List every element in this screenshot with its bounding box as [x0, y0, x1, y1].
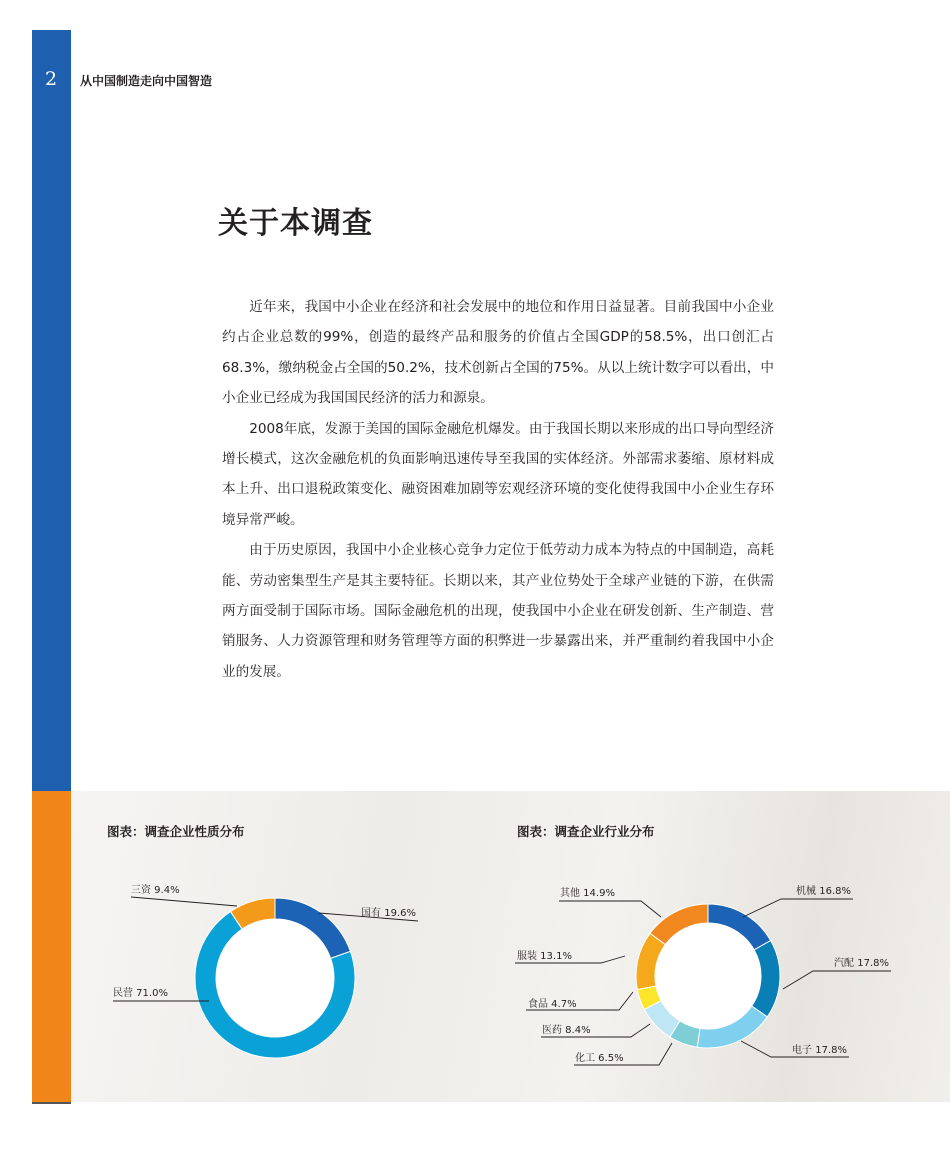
slice-label-电子: 电子 17.8%	[792, 1045, 847, 1056]
leader-line-机械	[743, 899, 853, 917]
slice-label-汽配: 汽配 17.8%	[834, 958, 889, 969]
slice-label-其他: 其他 14.9%	[560, 888, 615, 899]
donut-hole	[656, 924, 761, 1029]
slice-label-服装: 服装 13.1%	[517, 951, 572, 962]
slice-label-食品: 食品 4.7%	[528, 999, 577, 1010]
paragraph-1: 近年来，我国中小企业在经济和社会发展中的地位和作用日益显著。目前我国中小企业约占企业总数的99%，创造的最终产品和服务的价值占全国GDP的58.5%，出口创汇占68.3%，缴纳税金占全国的50.2%，技术创新占全国的75%。从以上统计数字可以看出，中小企业已经成为我国国民经济的活力和源泉。	[222, 299, 774, 407]
leader-line-汽配	[783, 971, 891, 989]
leader-line-三资	[131, 897, 237, 906]
running-head: 从中国制造走向中国智造	[80, 74, 213, 88]
sidebar-bottom-rule	[32, 1102, 71, 1104]
chart-title-ownership: 图表：调查企业性质分布	[107, 824, 245, 839]
paragraph-2: 2008年底，发源于美国的国际金融危机爆发。由于我国长期以来形成的出口导向型经济增长模式，这次金融危机的负面影响迅速传导至我国的实体经济。外部需求萎缩、原材料成本上升、出口退税政策变化、融资困难加剧等宏观经济环境的变化使得我国中小企业生存环境异常严峻。	[222, 420, 774, 528]
blue-sidebar-bar	[32, 30, 71, 791]
slice-label-民营: 民营 71.0%	[113, 988, 168, 999]
slice-label-机械: 机械 16.8%	[796, 886, 851, 897]
paragraph-3: 由于历史原因，我国中小企业核心竞争力定位于低劳动力成本为特点的中国制造，高耗能、劳动密集型生产是其主要特征。长期以来，其产业位势处于全球产业链的下游，在供需两方面受制于国际市场。国际金融危机的出现，使我国中小企业在研发创新、生产制造、营销服务、人力资源管理和财务管理等方面的积弊进一步暴露出来，并严重制约着我国中小企业的发展。	[222, 542, 774, 680]
page-title: 关于本调查	[218, 206, 373, 241]
chart-title-industry: 图表：调查企业行业分布	[517, 824, 655, 839]
donut-chart-industry	[515, 884, 891, 1065]
donut-chart-ownership	[113, 883, 418, 1058]
page-number: 2	[44, 68, 58, 90]
slice-label-化工: 化工 6.5%	[575, 1053, 624, 1064]
slice-label-国有: 国有 19.6%	[361, 908, 416, 919]
orange-sidebar-bar	[32, 791, 71, 1102]
slice-label-三资: 三资 9.4%	[131, 885, 180, 896]
slice-label-医药: 医药 8.4%	[542, 1025, 591, 1036]
donut-hole	[217, 920, 334, 1037]
donut-charts	[71, 791, 950, 1102]
body-text	[222, 292, 774, 687]
leader-line-其他	[559, 901, 661, 917]
